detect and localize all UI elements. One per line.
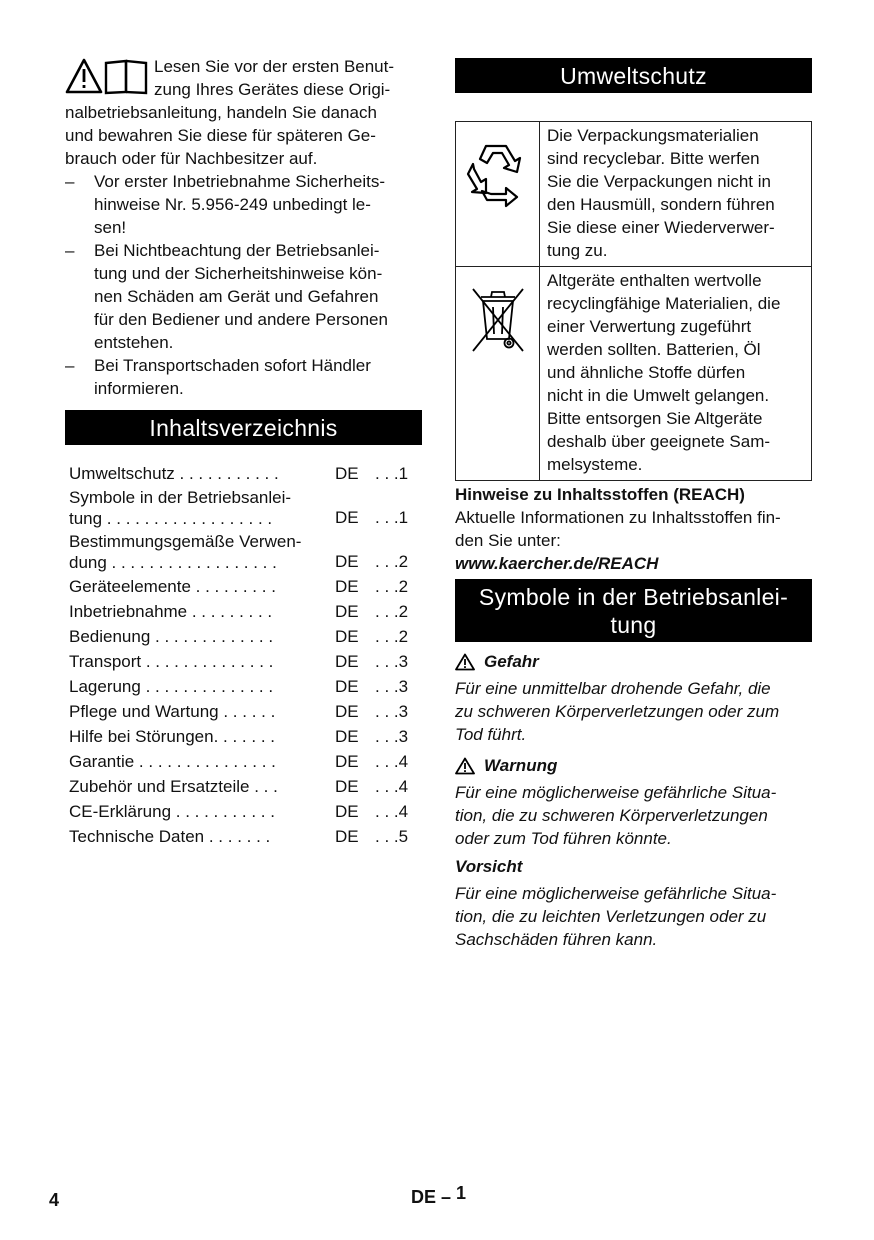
toc-row-technische-daten[interactable]: [69, 825, 422, 848]
bullet-line: hinweise Nr. 5.956-249 unbedingt le-: [94, 195, 371, 214]
reach-line: den Sie unter:: [455, 531, 561, 550]
env-table: [455, 121, 812, 481]
bullet-line: tung und der Sicherheitshinweise kön-: [94, 264, 383, 283]
toc-lang: DE: [335, 752, 359, 771]
warning-manual-icon: [65, 57, 149, 95]
toc-title: Geräteelemente . . . . . . . . .: [69, 577, 276, 596]
bullet-marker: –: [65, 172, 75, 191]
toc-lang: DE: [335, 602, 359, 621]
env-text-line: Bitte entsorgen Sie Altgeräte: [547, 409, 763, 428]
toc-title: Garantie . . . . . . . . . . . . . . .: [69, 752, 276, 771]
toc-title: Zubehör und Ersatzteile . . .: [69, 777, 278, 796]
toc-page: . . .4: [375, 752, 409, 771]
left-column: [65, 55, 422, 850]
reach-link[interactable]: www.kaercher.de/REACH: [455, 554, 659, 573]
intro-line: und bewahren Sie diese für späteren Ge-: [65, 126, 376, 145]
env-heading: Umweltschutz: [455, 58, 812, 93]
env-text-line: werden sollten. Batterien, Öl: [547, 340, 761, 359]
intro-line: zung Ihres Gerätes diese Origi-: [154, 80, 391, 99]
signal-title: Warnung: [484, 756, 558, 775]
intro-block: [65, 55, 422, 400]
bullet-line: Bei Transportschaden sofort Händler: [94, 356, 371, 375]
bullet-marker: –: [65, 241, 75, 260]
toc-row-ce[interactable]: [69, 800, 422, 823]
symbols-heading-line: tung: [610, 612, 657, 638]
env-text-line: den Hausmüll, sondern führen: [547, 195, 775, 214]
toc-row-hilfe[interactable]: [69, 725, 422, 748]
signal-text-line: zu schweren Körperverletzungen oder zum: [455, 702, 780, 721]
env-text-line: Sie die Verpackungen nicht in: [547, 172, 771, 191]
toc-lang: DE: [335, 508, 359, 527]
intro-line: Lesen Sie vor der ersten Benut-: [154, 57, 395, 76]
toc-page: . . .2: [375, 627, 409, 646]
bullet-line: nen Schäden am Gerät und Gefahren: [94, 287, 379, 306]
toc-row-bestimmung[interactable]: [69, 531, 422, 573]
toc-title: Umweltschutz . . . . . . . . . . .: [69, 464, 279, 483]
toc-row-lagerung[interactable]: [69, 675, 422, 698]
toc-row-inbetriebnahme[interactable]: [69, 600, 422, 623]
signal-warnung: [455, 754, 812, 850]
toc-page: . . .2: [375, 577, 409, 596]
toc-title: Transport . . . . . . . . . . . . . .: [69, 652, 274, 671]
env-text-line: deshalb über geeignete Sam-: [547, 432, 771, 451]
signal-text-line: oder zum Tod führen könnte.: [455, 829, 672, 848]
toc-row-geraeteelemente[interactable]: [69, 575, 422, 598]
signal-text-line: tion, die zu schweren Körperverletzungen: [455, 806, 768, 825]
intro-line: nalbetriebsanleitung, handeln Sie danach: [65, 103, 377, 122]
reach-line: Aktuelle Informationen zu Inhaltsstoffen fin-: [455, 508, 781, 527]
toc-page: . . .3: [375, 702, 409, 721]
signal-text-line: tion, die zu leichten Verletzungen oder zu: [455, 907, 767, 926]
right-column: [455, 58, 812, 951]
toc-title: dung . . . . . . . . . . . . . . . . . .: [69, 553, 277, 572]
toc-row-zubehoer[interactable]: [69, 775, 422, 798]
env-text-line: melsysteme.: [547, 455, 643, 474]
crossed-bin-icon: [463, 283, 533, 357]
reach-title: Hinweise zu Inhaltsstoffen (REACH): [455, 485, 745, 504]
toc-lang: DE: [335, 727, 359, 746]
reach-block: [455, 483, 812, 575]
env-text-line: Die Verpackungsmaterialien: [547, 126, 759, 145]
toc-heading: Inhaltsverzeichnis: [65, 410, 422, 445]
toc-lang: DE: [335, 802, 359, 821]
signal-text-line: Für eine möglicherweise gefährliche Situa-: [455, 884, 777, 903]
toc-row-garantie[interactable]: [69, 750, 422, 773]
toc-page: . . .4: [375, 777, 409, 796]
toc-page: . . .3: [375, 677, 409, 696]
bullet-line: informieren.: [94, 379, 184, 398]
toc-title: Bedienung . . . . . . . . . . . . .: [69, 627, 274, 646]
toc-row-umweltschutz[interactable]: [69, 462, 422, 485]
toc-page: . . .2: [375, 552, 409, 571]
symbols-heading: [455, 579, 812, 642]
toc-page: . . .1: [375, 464, 409, 483]
toc-page: . . .1: [375, 508, 409, 527]
toc-lang: DE: [335, 627, 359, 646]
toc-title: Symbole in der Betriebsanlei-: [69, 488, 292, 507]
toc-row-pflege[interactable]: [69, 700, 422, 723]
intro-line: brauch oder für Nachbesitzer auf.: [65, 149, 318, 168]
signal-text-line: Für eine unmittelbar drohende Gefahr, die: [455, 679, 771, 698]
toc-lang: DE: [335, 702, 359, 721]
signal-vorsicht: [455, 855, 812, 951]
toc-title: Technische Daten . . . . . . .: [69, 827, 271, 846]
footer-lang: DE –: [411, 1187, 452, 1207]
env-row-packaging: [456, 122, 811, 266]
env-text-line: Sie diese einer Wiederverwer-: [547, 218, 775, 237]
toc-page: . . .2: [375, 602, 409, 621]
env-text-line: recyclingfähige Materialien, die: [547, 294, 781, 313]
toc-lang: DE: [335, 652, 359, 671]
bullet-line: für den Bediener und andere Personen: [94, 310, 388, 329]
bullet-line: entstehen.: [94, 333, 174, 352]
toc-title: Hilfe bei Störungen. . . . . . .: [69, 727, 275, 746]
toc-row-symbole[interactable]: [69, 487, 422, 529]
page-number: 4: [49, 1190, 60, 1210]
signal-title: Gefahr: [484, 652, 539, 671]
warning-triangle-icon: [455, 653, 475, 671]
bullet-marker: –: [65, 356, 75, 375]
env-text-line: einer Verwertung zugeführt: [547, 317, 752, 336]
warning-triangle-icon: [455, 757, 475, 775]
toc-page: . . .4: [375, 802, 409, 821]
toc-row-transport[interactable]: [69, 650, 422, 673]
footer-lang-page: [411, 1183, 467, 1209]
env-text-line: und ähnliche Stoffe dürfen: [547, 363, 746, 382]
toc-title: CE-Erklärung . . . . . . . . . . .: [69, 802, 275, 821]
toc-title: Bestimmungsgemäße Verwen-: [69, 532, 302, 551]
signal-text-line: Sachschäden führen kann.: [455, 930, 658, 949]
signal-text-line: Tod führt.: [455, 725, 527, 744]
table-of-contents: [65, 462, 422, 848]
toc-page: . . .3: [375, 727, 409, 746]
toc-title: Pflege und Wartung . . . . . .: [69, 702, 276, 721]
bullet-item: [65, 170, 422, 239]
bullet-line: Bei Nichtbeachtung der Betriebsanlei-: [94, 241, 380, 260]
toc-lang: DE: [335, 552, 359, 571]
signal-text-line: Für eine möglicherweise gefährliche Situa-: [455, 783, 777, 802]
env-text-line: sind recyclebar. Bitte werfen: [547, 149, 760, 168]
toc-row-bedienung[interactable]: [69, 625, 422, 648]
bullet-line: sen!: [94, 218, 127, 237]
env-row-old-devices: [456, 266, 811, 480]
signal-title: Vorsicht: [455, 857, 523, 876]
env-text-line: tung zu.: [547, 241, 608, 260]
bullet-item: [65, 354, 422, 400]
env-text-line: nicht in die Umwelt gelangen.: [547, 386, 770, 405]
bullet-item: [65, 239, 422, 354]
toc-page: . . .5: [375, 827, 409, 846]
env-text-line: Altgeräte enthalten wertvolle: [547, 271, 762, 290]
toc-lang: DE: [335, 827, 359, 846]
toc-lang: DE: [335, 677, 359, 696]
recycle-icon: [460, 136, 536, 216]
symbols-heading-line: Symbole in der Betriebsanlei-: [478, 584, 789, 610]
signal-gefahr: [455, 650, 812, 746]
toc-page: . . .3: [375, 652, 409, 671]
toc-lang: DE: [335, 777, 359, 796]
toc-title: tung . . . . . . . . . . . . . . . . . .: [69, 509, 273, 528]
toc-title: Inbetriebnahme . . . . . . . . .: [69, 602, 273, 621]
toc-lang: DE: [335, 464, 359, 483]
toc-title: Lagerung . . . . . . . . . . . . . .: [69, 677, 274, 696]
bullet-line: Vor erster Inbetriebnahme Sicherheits-: [94, 172, 386, 191]
footer-sub-page: 1: [456, 1183, 467, 1203]
toc-lang: DE: [335, 577, 359, 596]
